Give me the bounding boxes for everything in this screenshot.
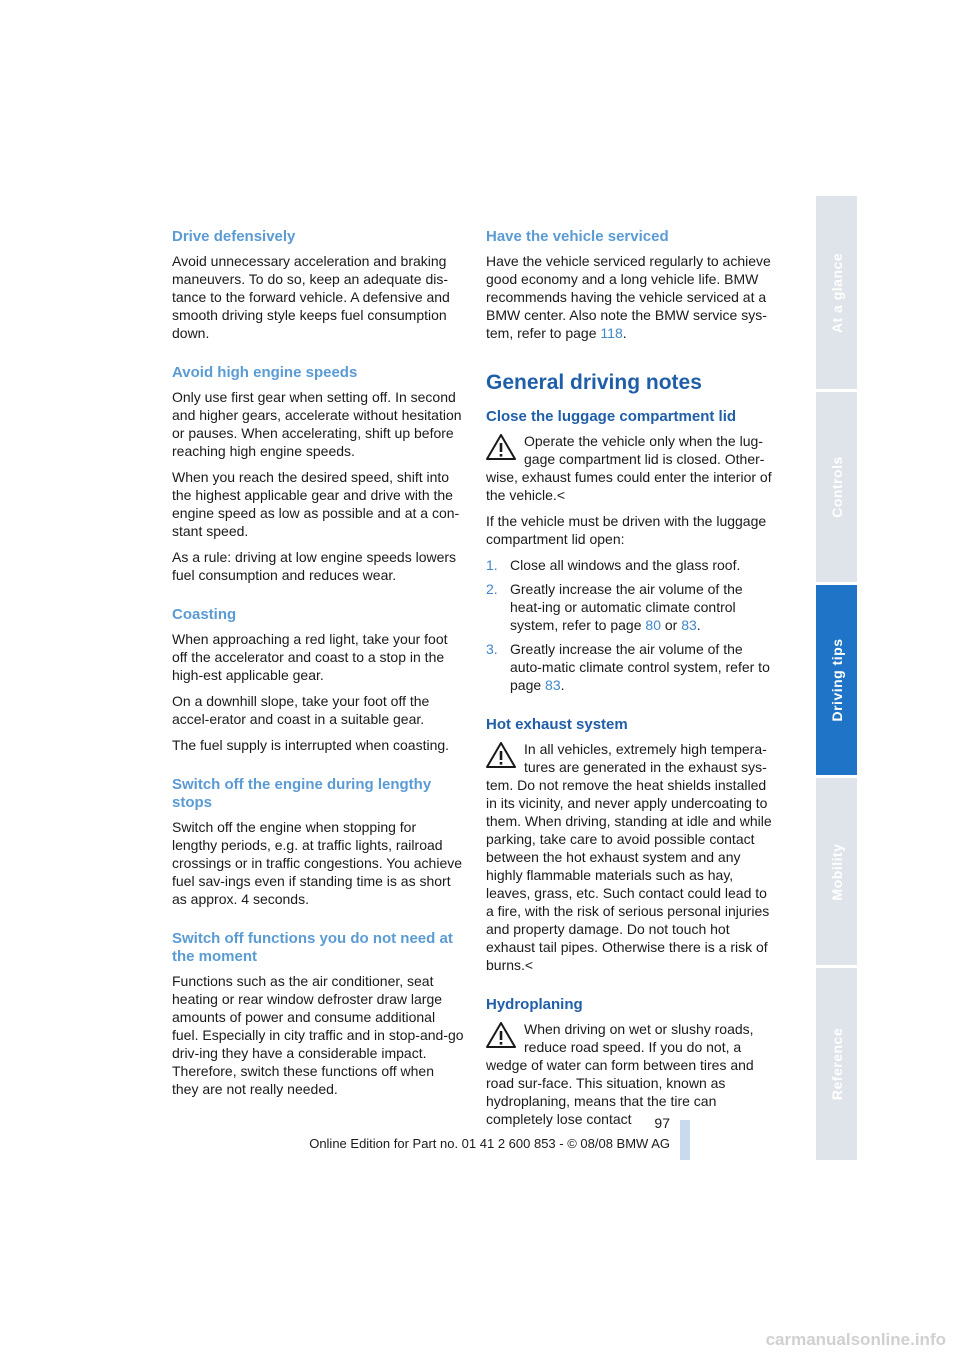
warning-triangle-icon <box>486 1022 516 1048</box>
paragraph: Functions such as the air conditioner, seat heating or rear window defroster draw large amounts of power and consume additional fuel. Especially in city traffic and in stop-and-go driv-ing they have a considerable impact. Therefore, switch these functions off when they are not really needed. <box>172 973 464 1097</box>
paragraph: Have the vehicle serviced regularly to achieve good economy and a long vehicle life. BMW recommends having the vehicle serviced at a BMW center. Also note the BMW service sys-tem, refer to page 118. <box>486 253 771 341</box>
paragraph: Avoid unnecessary acceleration and braking maneuvers. To do so, keep an adequate dis-tance to the forward vehicle. A defensive and smooth driving style keeps fuel consumption down. <box>172 253 450 341</box>
paragraph: If the vehicle must be driven with the luggage compartment lid open: <box>486 513 767 547</box>
list-item: 1. Close all windows and the glass roof. <box>486 557 741 573</box>
watermark: carmanualsonline.info <box>765 1330 946 1349</box>
page-link-83[interactable]: 83 <box>545 677 561 693</box>
right-column <box>486 228 778 1136</box>
warning-luggage: Operate the vehicle only when the lug-gage compartment lid is closed. Other-wise, exhaust fumes could enter the interior of the vehicle.< <box>486 433 772 503</box>
paragraph: When you reach the desired speed, shift into the highest applicable gear and drive with the engine speed as low as possible and at a con-stant speed. <box>172 469 460 539</box>
warning-hydroplaning: When driving on wet or slushy roads, reduce road speed. If you do not, a wedge of water can form between tires and road sur-face. This situation, known as hydroplaning, means that the tire can completely lose contact <box>486 1021 754 1127</box>
heading-avoid-high-engine-speeds: Avoid high engine speeds <box>172 364 358 381</box>
heading-coasting: Coasting <box>172 606 237 623</box>
page-link-83[interactable]: 83 <box>681 617 697 633</box>
steps-list <box>486 556 778 694</box>
tab-at-a-glance[interactable]: At a glance <box>816 196 857 389</box>
heading-switch-off-functions: Switch off functions you do not need at the moment <box>172 930 453 965</box>
footer-text: Online Edition for Part no. 01 41 2 600 853 - © 08/08 BMW AG <box>309 1136 670 1151</box>
page-link-118[interactable]: 118 <box>600 325 623 341</box>
page-link-80[interactable]: 80 <box>645 617 661 633</box>
list-item: 2. Greatly increase the air volume of the heat-ing or automatic climate control system, refer to page 80 or 83. <box>486 581 743 633</box>
paragraph: Only use first gear when setting off. In second and higher gears, accelerate without hesitation or pauses. When accelerating, shift up before reaching high engine speeds. <box>172 389 462 459</box>
warning-hot-exhaust: In all vehicles, extremely high tempera-tures are generated in the exhaust sys-tem. Do not remove the heat shields installed in its vicinity, and never apply undercoating to them. When driving, standing at idle and while parking, take care to avoid possible contact between the hot exhaust system and any highly flammable materials such as hay, leaves, grass, etc. Such contact could lead to a fire, with the risk of serious personal injuries and property damage. Do not touch hot exhaust tail pipes. Otherwise there is a risk of burns.< <box>486 741 772 973</box>
heading-hydroplaning: Hydroplaning <box>486 996 583 1013</box>
footer-bar <box>680 1120 690 1160</box>
paragraph: As a rule: driving at low engine speeds lowers fuel consumption and reduces wear. <box>172 549 457 583</box>
warning-triangle-icon <box>486 434 516 460</box>
heading-general-driving-notes: General driving notes <box>486 371 702 394</box>
left-column <box>172 228 464 1106</box>
list-item: 3. Greatly increase the air volume of the auto-matic climate control system, refer to page 83. <box>486 641 770 693</box>
heading-switch-off-engine: Switch off the engine during lengthy stops <box>172 776 432 811</box>
page-number: 97 <box>654 1115 670 1131</box>
heading-vehicle-serviced: Have the vehicle serviced <box>486 228 669 245</box>
paragraph: The fuel supply is interrupted when coasting. <box>172 737 450 753</box>
paragraph: When approaching a red light, take your foot off the accelerator and coast to a stop in the high-est applicable gear. <box>172 631 448 683</box>
tab-controls[interactable]: Controls <box>816 392 857 582</box>
tab-mobility[interactable]: Mobility <box>816 778 857 965</box>
heading-close-luggage-lid: Close the luggage compartment lid <box>486 408 737 425</box>
heading-drive-defensively: Drive defensively <box>172 228 296 245</box>
tab-driving-tips[interactable]: Driving tips <box>816 585 857 775</box>
paragraph: Switch off the engine when stopping for lengthy periods, e.g. at traffic lights, railroad crossings or in traffic congestions. You achieve fuel sav-ings even if standing time is as short as approx. 4 seconds. <box>172 819 463 907</box>
warning-triangle-icon <box>486 742 516 768</box>
heading-hot-exhaust-system: Hot exhaust system <box>486 716 628 733</box>
tab-reference[interactable]: Reference <box>816 968 857 1160</box>
paragraph: On a downhill slope, take your foot off the accel-erator and coast in a suitable gear. <box>172 693 430 727</box>
chapter-tabs <box>816 196 857 1160</box>
